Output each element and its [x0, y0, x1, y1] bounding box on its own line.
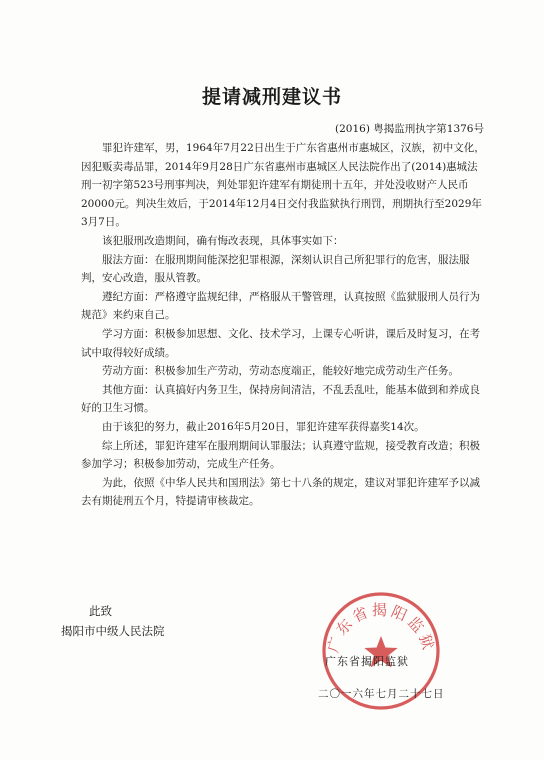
paragraph-intro: 该犯服刑改造期间，确有悔改表现，具体事实如下： — [102, 234, 344, 247]
paragraph-discipline: 遵纪方面：严格遵守监规纪律，严格服从干警管理，认真按照《监狱服刑人员行为规范》来约束自己。 — [81, 290, 480, 322]
addressee-block — [61, 601, 165, 641]
signature-date: 二〇一六年七月二十七日 — [318, 688, 445, 700]
paragraph-criminal-info: 罪犯许建军，男，1964年7月22日出生于广东省惠州市惠城区，汉族，初中文化，因犯贩卖毒品罪，2014年9月28日广东省惠州市惠城区人民法院作出了(2014)惠城法刑一初字第523号刑事判决，判处罪犯许建军有期徒刑十五年，并处没收财产人民币20000元。判决生效后，于2014年12月4日交付我监狱执行刑罚，刑期执行至2029年3月7日。 — [81, 142, 485, 229]
addressee-court: 揭阳市中级人民法院 — [61, 624, 165, 638]
paragraph-summary: 综上所述，罪犯许建军在服刑期间认罪服法；认真遵守监规，接受教育改造；积极参加学习；积极参加劳动，完成生产任务。 — [81, 439, 480, 471]
paragraph-study: 学习方面：积极参加思想、文化、技术学习，上课专心听讲，课后及时复习，在考试中取得较好成绩。 — [81, 327, 480, 359]
document-title: 提请减刑建议书 — [201, 86, 342, 108]
paragraph-labor: 劳动方面：积极参加生产劳动，劳动态度端正，能较好地完成劳动生产任务。 — [102, 365, 459, 378]
document-number: (2016) 粤揭监刑执字第1376号 — [335, 123, 484, 135]
signature-organization: 广东省揭阳监狱 — [325, 655, 409, 668]
closing-greeting: 此致 — [89, 604, 112, 618]
seal-text: 广东省揭阳监狱 — [323, 601, 439, 655]
paragraph-other: 其他方面：认真搞好内务卫生，保持房间清洁，不乱丢乱吐，能基本做到和养成良好的卫生习惯。 — [81, 383, 480, 415]
document-body — [81, 139, 487, 511]
paragraph-awards: 由于该犯的努力，截止2016年5月20日，罪犯许建军获得嘉奖14次。 — [102, 420, 425, 433]
paragraph-recommendation: 为此，依照《中华人民共和国刑法》第七十八条的规定，建议对罪犯许建军予以减去有期徒刑五个月，特提请审核裁定。 — [81, 476, 480, 508]
paragraph-obedience: 服法方面：在服刑期间能深挖犯罪根源，深刻认识自己所犯罪行的危害，服法服判，安心改造，服从管教。 — [81, 253, 470, 285]
